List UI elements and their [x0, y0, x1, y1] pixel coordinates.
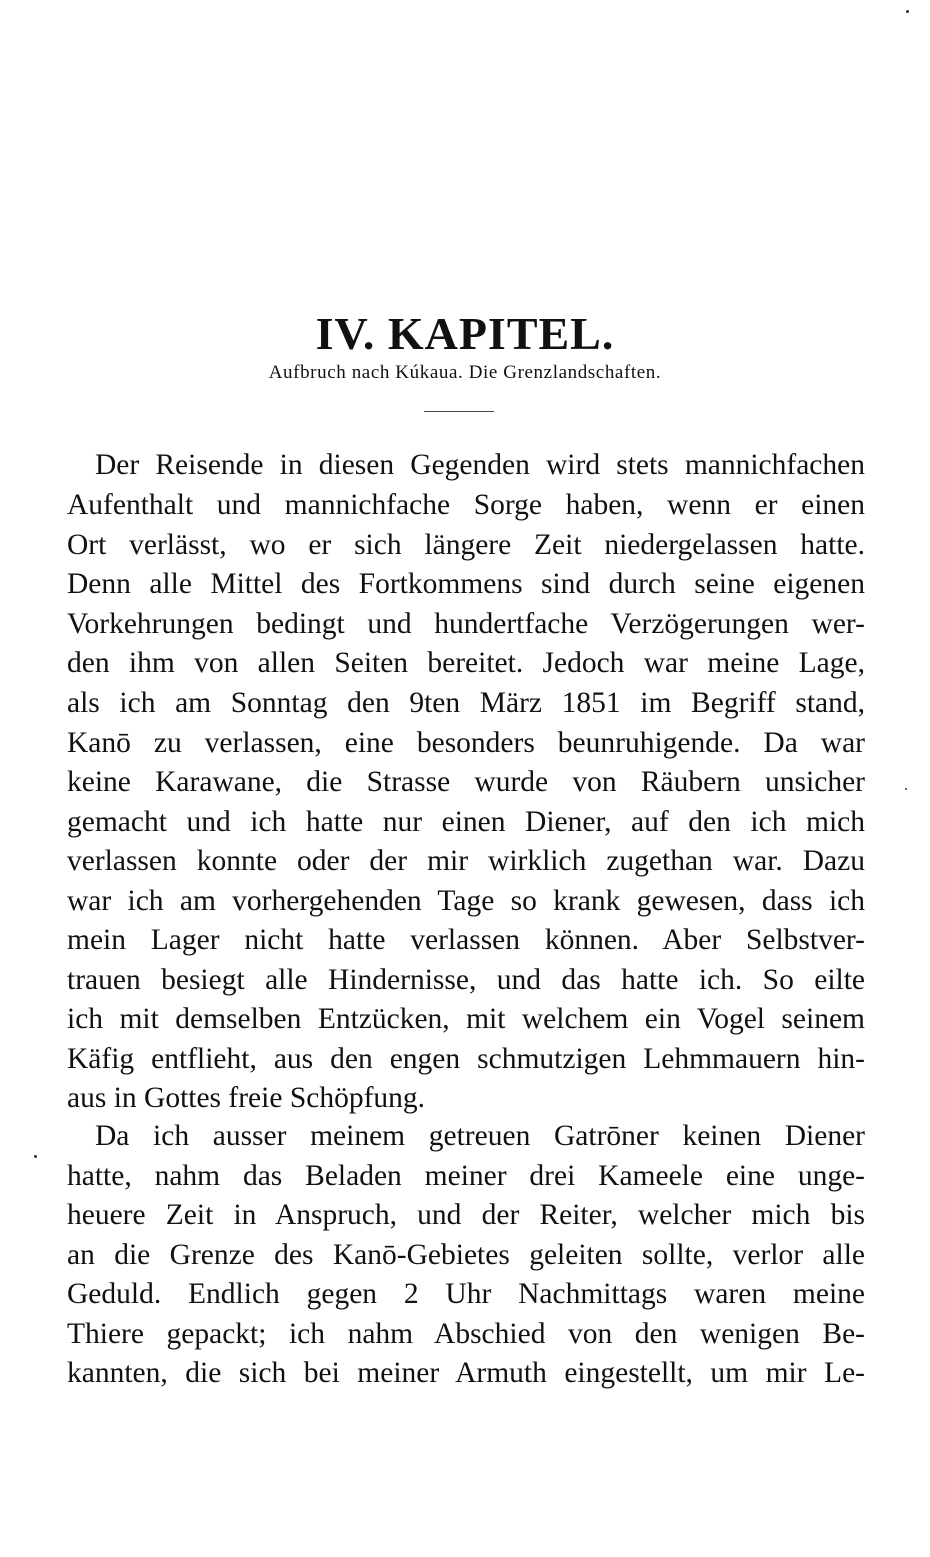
text-line: Denn alle Mittel des Fortkommens sind durch seine eigenen	[67, 568, 865, 600]
text-line: Kanō zu verlassen, eine besonders beunruhigende. Da war	[67, 727, 865, 759]
text-line: Aufenthalt und mannichfache Sorge haben, wenn er einen	[67, 489, 865, 521]
text-line: Geduld. Endlich gegen 2 Uhr Nachmittags waren meine	[67, 1278, 865, 1310]
text-line: Vorkehrungen bedingt und hundertfache Verzögerungen wer-	[67, 608, 865, 640]
text-line: war ich am vorhergehenden Tage so krank gewesen, dass ich	[67, 885, 865, 917]
text-line: gemacht und ich hatte nur einen Diener, auf den ich mich	[67, 806, 865, 838]
title-divider	[424, 411, 494, 412]
text-line: Der Reisende in diesen Gegenden wird stets mannichfachen	[95, 449, 865, 481]
text-line: mein Lager nicht hatte verlassen können. Aber Selbstver-	[67, 924, 865, 956]
text-line: verlassen konnte oder der mir wirklich zugethan war. Dazu	[67, 845, 865, 877]
chapter-subtitle: Aufbruch nach Kúkaua. Die Grenzlandschaften.	[268, 362, 662, 383]
text-line: Ort verlässt, wo er sich längere Zeit niedergelassen hatte.	[67, 529, 865, 561]
chapter-title: IV. KAPITEL.	[315, 308, 615, 359]
text-line: den ihm von allen Seiten bereitet. Jedoch war meine Lage,	[67, 647, 865, 679]
text-line: an die Grenze des Kanō-Gebietes geleiten sollte, verlor alle	[67, 1239, 865, 1271]
scan-speck	[906, 10, 909, 13]
text-line: als ich am Sonntag den 9ten März 1851 im Begriff stand,	[67, 687, 865, 719]
text-line: trauen besiegt alle Hindernisse, und das hatte ich. So eilte	[67, 964, 865, 996]
text-line: heuere Zeit in Anspruch, und der Reiter, welcher mich bis	[67, 1199, 865, 1231]
scan-speck	[905, 788, 907, 790]
text-line: ich mit demselben Entzücken, mit welchem ein Vogel seinem	[67, 1003, 865, 1035]
text-line: aus in Gottes freie Schöpfung.	[67, 1082, 426, 1114]
text-line: Käfig entflieht, aus den engen schmutzigen Lehmmauern hin-	[67, 1043, 865, 1075]
text-line: Thiere gepackt; ich nahm Abschied von den wenigen Be-	[67, 1318, 865, 1350]
text-line: kannten, die sich bei meiner Armuth eingestellt, um mir Le-	[67, 1357, 865, 1389]
text-line: Da ich ausser meinem getreuen Gatrōner keinen Diener	[95, 1120, 865, 1152]
text-line: keine Karawane, die Strasse wurde von Räubern unsicher	[67, 766, 865, 798]
scan-speck	[34, 1155, 37, 1158]
text-line: hatte, nahm das Beladen meiner drei Kameele eine unge-	[67, 1160, 865, 1192]
